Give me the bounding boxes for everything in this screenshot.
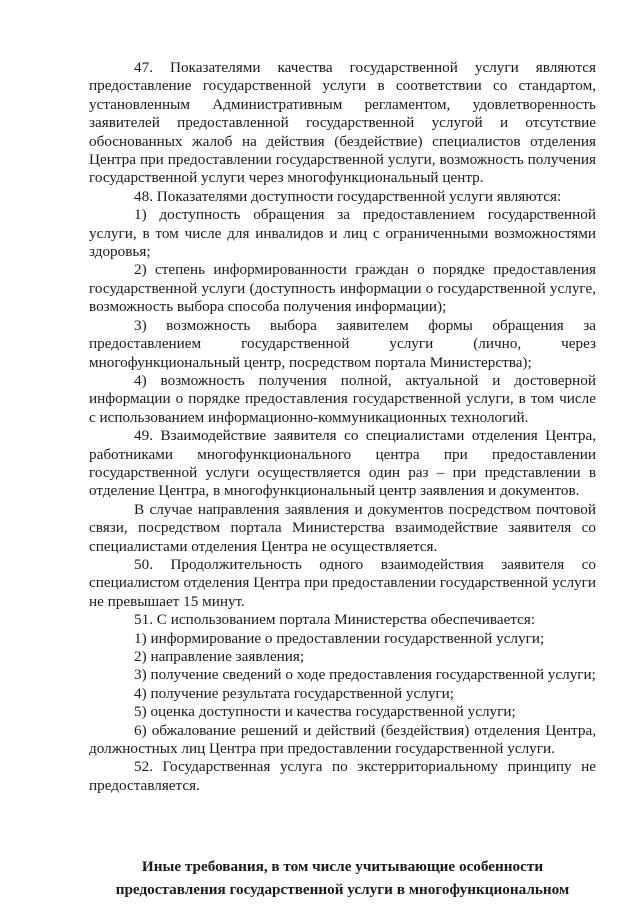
list-item-51-1: 1) информирование о предоставлении государственной услуги; xyxy=(134,629,545,647)
list-item-51-6: 6) обжалование решений и действий (бездействия) отделения Центра, должностных лиц Центра при предоставлении государственной услуги. xyxy=(89,721,596,758)
list-item-48-3: 3) возможность выбора заявителем формы обращения за предоставлением государственной услуги (лично, через многофункциональный центр, посредством портала Министерства); xyxy=(89,316,596,371)
paragraph-49-postal: В случае направления заявления и документов посредством почтовой связи, посредством портала Министерства взаимодействие заявителя со специалистами отделения Центра не осуществляется. xyxy=(89,500,596,555)
paragraph-48: 48. Показателями доступности государственной услуги являются: xyxy=(134,187,562,205)
document-body xyxy=(89,59,596,795)
section-heading xyxy=(89,855,596,901)
list-item-48-2: 2) степень информированности граждан о порядке предоставления государственной услуги (доступность информации о государственной услуге, возможность выбора способа получения информации); xyxy=(89,261,596,316)
list-item-48-1: 1) доступность обращения за предоставлением государственной услуги, в том числе для инвалидов и лиц с ограниченными возможностями здоровья; xyxy=(89,206,596,261)
paragraph-52: 52. Государственная услуга по экстерриториальному принципу не предоставляется. xyxy=(89,758,596,794)
paragraph-51: 51. С использованием портала Министерства обеспечивается: xyxy=(134,611,536,629)
section-heading-line-1: Иные требования, в том числе учитывающие особенности xyxy=(141,858,544,876)
list-item-51-5: 5) оценка доступности и качества государственной услуги; xyxy=(134,703,516,721)
list-item-51-4: 4) получение результата государственной услуги; xyxy=(134,684,455,702)
paragraph-50: 50. Продолжительность одного взаимодействия заявителя со специалистом отделения Центра при предоставлении государственной услуги не превышает 15 минут. xyxy=(89,555,596,610)
list-item-51-3: 3) получение сведений о ходе предоставления государственной услуги; xyxy=(134,666,596,684)
list-item-48-4: 4) возможность получения полной, актуальной и достоверной информации о порядке предоставления государственной услуги, в том числе с использованием информационно-коммуникационных технологий. xyxy=(89,371,596,426)
list-item-51-2: 2) направление заявления; xyxy=(134,648,305,665)
section-heading-line-2: предоставления государственной услуги в многофункциональном xyxy=(115,881,570,899)
paragraph-49: 49. Взаимодействие заявителя со специалистами отделения Центра, работниками многофункционального центра при предоставлении государственной услуги осуществляется один раз – при представлении в отделение Центра, в многофункциональный центр заявления и документов. xyxy=(89,427,596,500)
paragraph-47: 47. Показателями качества государственной услуги являются предоставление государственной услуги в соответствии со стандартом, установленным Административным регламентом, удовлетворенность заявителей предоставленной государственной услугой и отсутствие обоснованных жалоб на действия (бездействие) специалистов отделения Центра при предоставлении государственной услуги, возможность получения государственной услуги через многофункциональный центр. xyxy=(89,59,596,187)
